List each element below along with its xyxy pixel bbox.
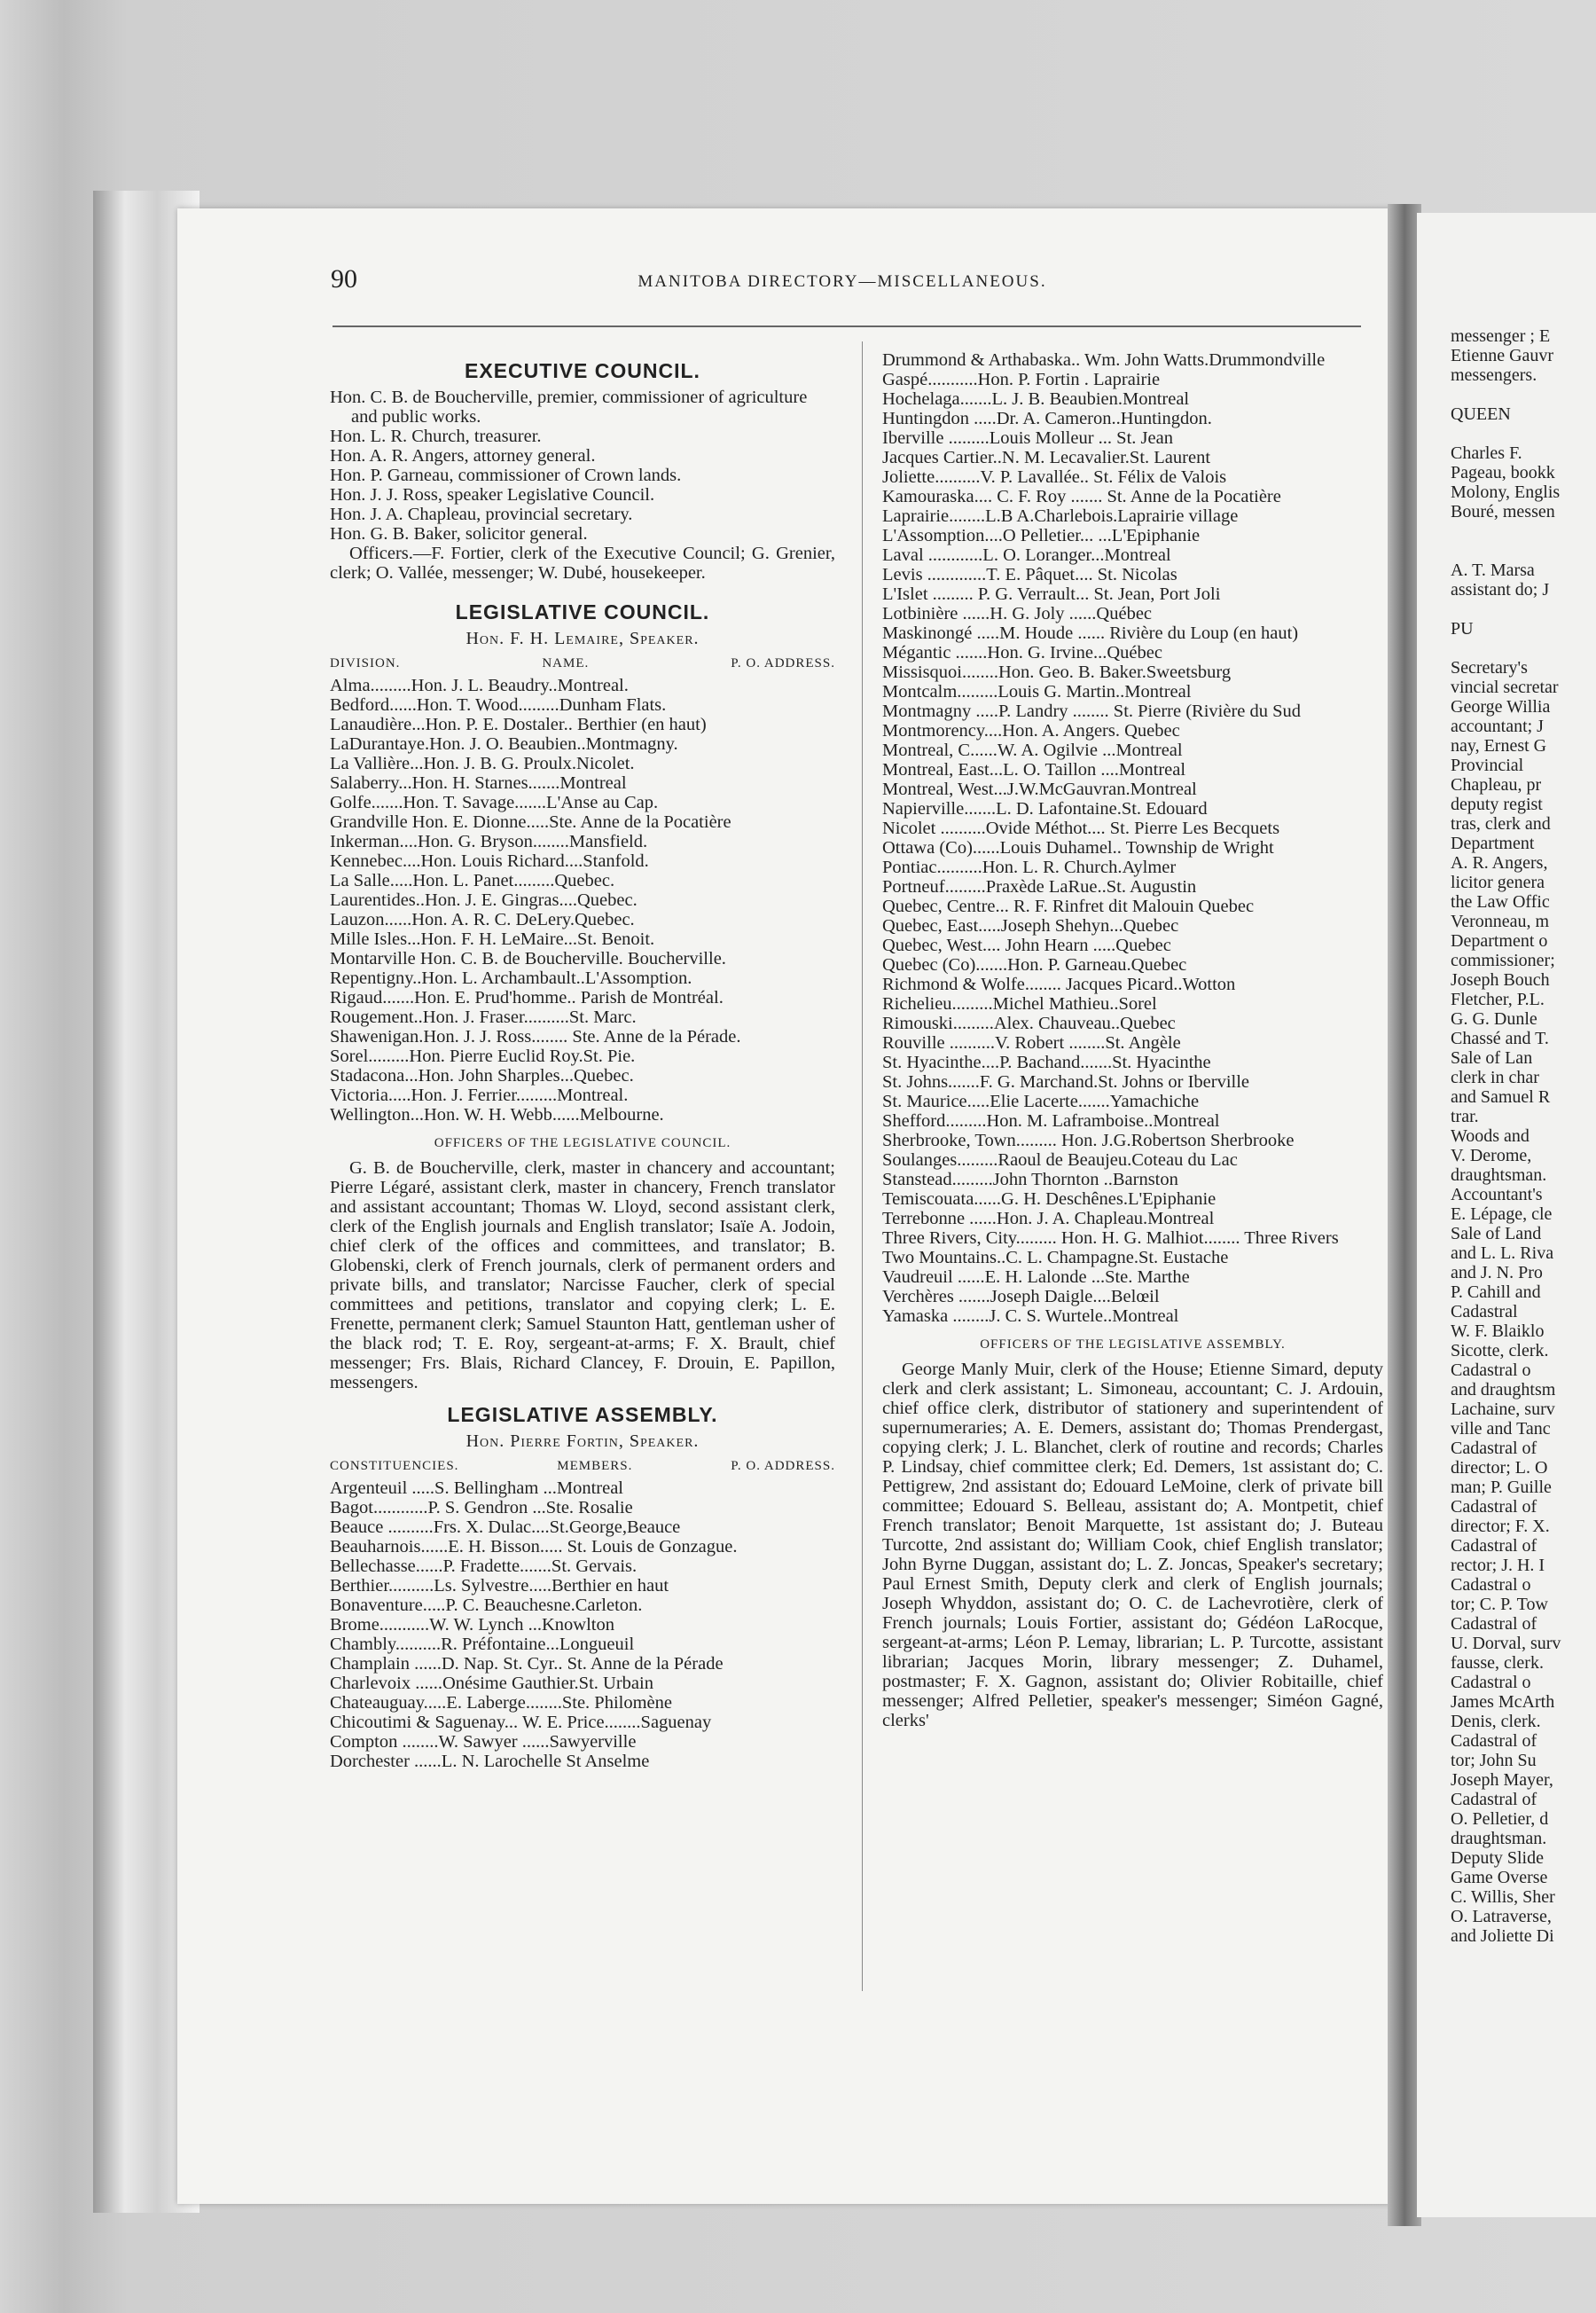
constituency-row: Beauharnois......E. H. Bisson..... St. Louis de Gonzague. <box>330 1537 738 1556</box>
constituency-row: Quebec, West.... John Hearn .....Quebec <box>882 936 1171 955</box>
next-page-line: Cadastral of <box>1451 1497 1537 1517</box>
next-page-line: fausse, clerk. <box>1451 1653 1544 1673</box>
page-number: 90 <box>331 264 357 294</box>
next-page-line: V. Derome, <box>1451 1146 1532 1165</box>
constituency-row: Bonaventure.....P. C. Beauchesne.Carleton. <box>330 1596 643 1615</box>
council-division-row: Lauzon......Hon. A. R. C. DeLery.Quebec. <box>330 910 635 929</box>
next-page-line: trar. <box>1451 1107 1479 1126</box>
next-page-line: W. F. Blaiklo <box>1451 1321 1545 1341</box>
next-page-line <box>1417 521 1596 541</box>
next-page-line: Cadastral <box>1451 1302 1518 1321</box>
council-division-row: LaDurantaye.Hon. J. O. Beaubien..Montmagny. <box>330 734 678 754</box>
council-division-row: La Salle.....Hon. L. Panet.........Quebec. <box>330 871 615 890</box>
next-page-line: Veronneau, m <box>1451 912 1550 931</box>
constituency-row: Quebec (Co).......Hon. P. Garneau.Quebec <box>882 955 1187 975</box>
constituency-row: Montmorency....Hon. A. Angers. Quebec <box>882 721 1180 741</box>
constituency-row: Laval ............L. O. Loranger...Montreal <box>882 545 1171 565</box>
next-page-line: and L. L. Riva <box>1451 1243 1554 1263</box>
constituency-row: Dorchester ......L. N. Larochelle St Anselme <box>330 1752 650 1771</box>
constituency-row: St. Hyacinthe....P. Bachand.......St. Hyacinthe <box>882 1053 1211 1072</box>
council-member: Hon. L. R. Church, treasurer. <box>330 427 542 446</box>
col-head-members: MEMBERS. <box>557 1459 633 1473</box>
constituency-row: Pontiac..........Hon. L. R. Church.Aylmer <box>882 858 1177 877</box>
constituency-row: Berthier..........Ls. Sylvestre.....Berthier en haut <box>330 1576 669 1596</box>
next-page-line: messengers. <box>1451 365 1537 385</box>
next-page-line: Game Overse <box>1451 1868 1548 1887</box>
constituency-row: Gaspé...........Hon. P. Fortin . Laprairie <box>882 370 1161 389</box>
column-divider <box>862 341 863 1991</box>
constituency-row: St. Maurice.....Elie Lacerte.......Yamachiche <box>882 1092 1200 1111</box>
next-page-line: Etienne Gauvr <box>1451 346 1554 365</box>
constituency-row: Verchères .......Joseph Daigle....Belœil <box>882 1287 1160 1306</box>
constituency-row: Beauce ..........Frs. X. Dulac....St.George,Beauce <box>330 1517 681 1537</box>
next-page-line: tor; C. P. Tow <box>1451 1595 1548 1614</box>
constituency-row: Lotbinière ......H. G. Joly ......Québec <box>882 604 1153 623</box>
next-page-line: draughtsman. <box>1451 1829 1547 1848</box>
council-member: Hon. P. Garneau, commissioner of Crown lands. <box>330 466 682 485</box>
council-division-row: Montarville Hon. C. B. de Boucherville. Boucherville. <box>330 949 726 968</box>
next-page-line <box>1417 541 1596 561</box>
legislative-assembly-list-left <box>330 1478 835 1771</box>
next-page-line: and J. N. Pro <box>1451 1263 1543 1282</box>
next-page-line: clerk in char <box>1451 1068 1539 1087</box>
council-member: Hon. G. B. Baker, solicitor general. <box>330 524 588 544</box>
constituency-row: Vaudreuil ......E. H. Lalonde ...Ste. Marthe <box>882 1267 1190 1287</box>
council-division-row: Kennebec....Hon. Louis Richard....Stanfold. <box>330 851 649 871</box>
constituency-row: Charlevoix ......Onésime Gauthier.St. Urbain <box>330 1674 653 1693</box>
legislative-assembly-title: LEGISLATIVE ASSEMBLY. <box>447 1403 718 1426</box>
legislative-assembly-list-continued <box>882 350 1383 1326</box>
next-page-line: and Samuel R <box>1451 1087 1551 1107</box>
constituency-row: Quebec, East.....Joseph Shehyn...Quebec <box>882 916 1179 936</box>
constituency-row: Rouville ..........V. Robert ........St. Angèle <box>882 1033 1181 1053</box>
next-page-line: Lachaine, surv <box>1451 1400 1555 1419</box>
next-page-line: director; L. O <box>1451 1458 1548 1478</box>
next-page-line: the Law Offic <box>1451 892 1550 912</box>
legislative-council-list <box>330 676 835 1125</box>
next-page-line: Fletcher, P.L. <box>1451 990 1545 1009</box>
next-page-line <box>1417 639 1596 658</box>
next-page-line: Cadastral of <box>1451 1614 1537 1634</box>
next-page-line: Deputy Slide <box>1451 1848 1544 1868</box>
col-head-name: NAME. <box>542 656 590 670</box>
council-division-row: Wellington...Hon. W. H. Webb......Melbourne. <box>330 1105 664 1125</box>
next-page-line: E. Lépage, cle <box>1451 1204 1553 1224</box>
next-page-line <box>1417 424 1596 443</box>
constituency-row: Bagot............P. S. Gendron ...Ste. Rosalie <box>330 1498 633 1517</box>
constituency-row: Brome...........W. W. Lynch ...Knowlton <box>330 1615 614 1635</box>
council-division-row: Grandville Hon. E. Dionne.....Ste. Anne de la Pocatière <box>330 812 732 832</box>
constituency-row: Compton ........W. Sawyer ......Sawyerville <box>330 1732 637 1752</box>
next-page-line: Pageau, bookk <box>1451 463 1555 482</box>
constituency-row: Montcalm.........Louis G. Martin..Montreal <box>882 682 1192 702</box>
council-division-row: Repentigny..Hon. L. Archambault..L'Assomption. <box>330 968 692 988</box>
next-page-line: Sale of Lan <box>1451 1048 1533 1068</box>
council-division-row: Stadacona...Hon. John Sharples...Quebec. <box>330 1066 634 1086</box>
next-page-line: accountant; J <box>1451 717 1544 736</box>
council-division-row: Golfe.......Hon. T. Savage.......L'Anse au Cap. <box>330 793 659 812</box>
legislative-council-officers-text: G. B. de Boucherville, clerk, master in chancery and accountant; Pierre Légaré, assistant clerk, master in chancery, French translator and assistant accountant; Thomas W. Lloyd, second assistant clerk, clerk of the English journals and English translator; Isaïe A. Jodoin, chief clerk of the offices and committees, and translator; B. Globenski, clerk of French journals, clerk of permanent orders and private bills, and translator; Narcisse Faucher, clerk of special committees and petitions, translator and copying clerk; L. E. Frenette, permanent clerk; Samuel Staunton Hatt, gentleman usher of the black rod; T. E. Roy, sergeant-at-arms; F. X. Brault, chief messenger; Frs. Blais, Richard Clancey, F. Drouin, E. Papillon, messengers. <box>330 1158 835 1392</box>
next-page-line: tras, clerk and <box>1451 814 1551 834</box>
next-page-line: and Joliette Di <box>1451 1926 1554 1946</box>
next-page-line: licitor genera <box>1451 873 1545 892</box>
next-page-line: deputy regist <box>1451 795 1543 814</box>
constituency-row: Chambly..........R. Préfontaine...Longueuil <box>330 1635 635 1654</box>
constituency-row: Portneuf.........Praxède LaRue..St. Augustin <box>882 877 1197 897</box>
council-division-row: Rougement..Hon. J. Fraser..........St. Marc. <box>330 1008 637 1027</box>
constituency-row: Hochelaga.......L. J. B. Beaubien.Montreal <box>882 389 1190 409</box>
constituency-row: Argenteuil .....S. Bellingham ...Montreal <box>330 1478 623 1498</box>
next-page-line: Cadastral of <box>1451 1536 1537 1556</box>
next-page-line: rector; J. H. I <box>1451 1556 1545 1575</box>
executive-council-members <box>330 388 835 544</box>
next-page-line: Cadastral of <box>1451 1731 1537 1751</box>
next-page-line: Cadastral of <box>1451 1439 1537 1458</box>
constituency-row: Kamouraska.... C. F. Roy ....... St. Anne de la Pocatière <box>882 487 1281 506</box>
council-member: Hon. A. R. Angers, attorney general. <box>330 446 596 466</box>
council-division-row: Rigaud.......Hon. E. Prud'homme.. Parish de Montréal. <box>330 988 724 1008</box>
next-page-line: Department o <box>1451 931 1548 951</box>
next-page-line: Sale of Land <box>1451 1224 1542 1243</box>
council-division-row: Victoria.....Hon. J. Ferrier.........Montreal. <box>330 1086 629 1105</box>
middle-column <box>882 350 1383 1730</box>
legislative-council-speaker: Hon. F. H. Lemaire, Speaker. <box>466 629 700 648</box>
constituency-row: Montreal, West...J.W.McGauvran.Montreal <box>882 780 1197 799</box>
constituency-row: Soulanges.........Raoul de Beaujeu.Coteau du Lac <box>882 1150 1238 1170</box>
col-head-constituencies: CONSTITUENCIES. <box>330 1459 459 1473</box>
next-page-line: Sicotte, clerk. <box>1451 1341 1549 1360</box>
left-column <box>330 350 835 1771</box>
header-rule <box>332 325 1361 327</box>
legislative-assembly-speaker: Hon. Pierre Fortin, Speaker. <box>466 1431 700 1451</box>
next-page-line: ville and Tanc <box>1451 1419 1551 1439</box>
next-page-line: assistant do; J <box>1451 580 1550 600</box>
council-division-row: Shawenigan.Hon. J. J. Ross........ Ste. Anne de la Pérade. <box>330 1027 741 1047</box>
next-page-line: Molony, Englis <box>1451 482 1561 502</box>
constituency-row: Richmond & Wolfe........ Jacques Picard..Wotton <box>882 975 1236 994</box>
next-page-line: Chapleau, pr <box>1451 775 1542 795</box>
constituency-row: Quebec, Centre... R. F. Rinfret dit Malouin Quebec <box>882 897 1255 916</box>
next-page-line: QUEEN <box>1451 404 1511 424</box>
next-page-line: Denis, clerk. <box>1451 1712 1541 1731</box>
constituency-row: Iberville .........Louis Molleur ... St. Jean <box>882 428 1173 448</box>
legislative-council-column-heads <box>330 654 835 673</box>
constituency-row: Joliette..........V. P. Lavallée.. St. Félix de Valois <box>882 467 1227 487</box>
council-member: Hon. J. A. Chapleau, provincial secretary. <box>330 505 633 524</box>
council-division-row: Bedford......Hon. T. Wood.........Dunham Flats. <box>330 695 667 715</box>
next-page-line <box>1417 600 1596 619</box>
council-division-row: Salaberry...Hon. H. Starnes.......Montreal <box>330 773 627 793</box>
legislative-council-title: LEGISLATIVE COUNCIL. <box>455 600 710 623</box>
next-page-line: Provincial <box>1451 756 1524 775</box>
next-page-line: Woods and <box>1451 1126 1530 1146</box>
next-page-line: U. Dorval, surv <box>1451 1634 1561 1653</box>
constituency-row: Missisquoi........Hon. Geo. B. Baker.Sweetsburg <box>882 663 1232 682</box>
constituency-row: Ottawa (Co)......Louis Duhamel.. Township de Wright <box>882 838 1274 858</box>
council-division-row: Laurentides..Hon. J. E. Gingras....Quebec. <box>330 890 638 910</box>
constituency-row: Chicoutimi & Saguenay... W. E. Price........Saguenay <box>330 1713 712 1732</box>
constituency-row: Montmagny .....P. Landry ........ St. Pierre (Rivière du Sud <box>882 702 1302 721</box>
constituency-row: Chateauguay.....E. Laberge........Ste. Philomène <box>330 1693 672 1713</box>
running-head: MANITOBA DIRECTORY—MISCELLANEOUS. <box>638 272 1047 291</box>
constituency-row: Mégantic .......Hon. G. Irvine...Québec <box>882 643 1162 663</box>
council-division-row: Inkerman....Hon. G. Bryson........Mansfield. <box>330 832 648 851</box>
next-page-line <box>1417 385 1596 404</box>
constituency-row: Levis .............T. E. Pâquet.... St. Nicolas <box>882 565 1177 584</box>
next-page-line: G. G. Dunle <box>1451 1009 1537 1029</box>
constituency-row: Three Rivers, City......... Hon. H. G. Malhiot........ Three Rivers <box>882 1228 1339 1248</box>
constituency-row: Laprairie........L.B A.Charlebois.Laprairie village <box>882 506 1239 526</box>
next-page-line: P. Cahill and <box>1451 1282 1541 1302</box>
next-page-fragment <box>1417 213 1596 2217</box>
next-page-line: George Willia <box>1451 697 1551 717</box>
legislative-council-officers-title: OFFICERS OF THE LEGISLATIVE COUNCIL. <box>434 1136 732 1150</box>
council-division-row: La Vallière...Hon. J. B. G. Proulx.Nicolet. <box>330 754 635 773</box>
col-head-division: DIVISION. <box>330 656 401 670</box>
council-division-row: Mille Isles...Hon. F. H. LeMaire...St. Benoit. <box>330 929 655 949</box>
constituency-row: Bellechasse......P. Fradette.......St. Gervais. <box>330 1556 638 1576</box>
constituency-row: Champlain ......D. Nap. St. Cyr.. St. Anne de la Pérade <box>330 1654 724 1674</box>
constituency-row: Temiscouata......G. H. Deschênes.L'Epiphanie <box>882 1189 1217 1209</box>
constituency-row: Richelieu.........Michel Mathieu..Sorel <box>882 994 1157 1014</box>
next-page-line: draughtsman. <box>1451 1165 1547 1185</box>
executive-council-officers: Officers.—F. Fortier, clerk of the Executive Council; G. Grenier, clerk; O. Vallée, messenger; W. Dubé, housekeeper. <box>330 544 835 583</box>
next-page-line: Charles F. <box>1451 443 1522 463</box>
next-page-line: vincial secretar <box>1451 678 1559 697</box>
next-page-line: Chassé and T. <box>1451 1029 1549 1048</box>
next-page-line: PU <box>1451 619 1474 639</box>
constituency-row: Stanstead.........John Thornton ..Barnston <box>882 1170 1178 1189</box>
next-page-line: commissioner; <box>1451 951 1555 970</box>
constituency-row: St. Johns.......F. G. Marchand.St. Johns or Iberville <box>882 1072 1250 1092</box>
next-page-line: Cadastral of <box>1451 1790 1537 1809</box>
col-head-address: P. O. ADDRESS. <box>731 656 835 670</box>
constituency-row: Maskinongé .....M. Houde ...... Rivière du Loup (en haut) <box>882 623 1299 643</box>
next-page-line: and draughtsm <box>1451 1380 1556 1400</box>
constituency-row: Two Mountains..C. L. Champagne.St. Eustache <box>882 1248 1229 1267</box>
council-member: Hon. C. B. de Boucherville, premier, commissioner of agriculture and public works. <box>330 388 808 427</box>
constituency-row: Nicolet ..........Ovide Méthot.... St. Pierre Les Becquets <box>882 819 1280 838</box>
next-page-line: A. T. Marsa <box>1451 561 1535 580</box>
constituency-row: Terrebonne ......Hon. J. A. Chapleau.Montreal <box>882 1209 1215 1228</box>
next-page-line: C. Willis, Sher <box>1451 1887 1555 1907</box>
next-page-line: man; P. Guille <box>1451 1478 1552 1497</box>
constituency-row: Yamaska ........J. C. S. Wurtele..Montreal <box>882 1306 1179 1326</box>
next-page-line: O. Latraverse, <box>1451 1907 1552 1926</box>
next-page-line: tor; John Su <box>1451 1751 1537 1770</box>
next-page-line: Department <box>1451 834 1535 853</box>
next-page-line: Cadastral o <box>1451 1673 1531 1692</box>
constituency-row: Sherbrooke, Town......... Hon. J.G.Robertson Sherbrooke <box>882 1131 1295 1150</box>
next-page-line: James McArth <box>1451 1692 1555 1712</box>
next-page-line: messenger ; E <box>1451 326 1551 346</box>
next-page-line: Cadastral o <box>1451 1360 1531 1380</box>
next-page-line: Bouré, messen <box>1451 502 1555 521</box>
constituency-row: Huntingdon .....Dr. A. Cameron..Huntingdon. <box>882 409 1212 428</box>
legislative-assembly-column-heads <box>330 1456 835 1476</box>
directory-page <box>177 208 1392 2204</box>
legislative-assembly-officers-text: George Manly Muir, clerk of the House; Etienne Simard, deputy clerk and clerk assistant; L. Simoneau, accountant; C. J. Ardouin, chief office clerk, distributor of stationery and superintendent of supernumeraries; A. E. Demers, assistant do; Thomas Prendergast, copying clerk; J. L. Blanchet, clerk of routine and records; Charles P. Lindsay, chief committee clerk; Ed. Demers, 1st assistant do; C. Pettigrew, 2nd assistant do; Edouard LeMoine, clerk of private bill committee; Edouard S. Belleau, assistant do; A. Montpetit, chief French translator; Benoit Marquette, 1st assistant do; J. Buteau Turcotte, 2nd assistant do; William Cook, chief English translator; John Byrne Duggan, assistant do; L. Z. Joncas, Speaker's secretary; Paul Ernest Smith, Deputy clerk and clerk of English journals; Joseph Whyddon, assistant do; O. C. de Lachevrotière, clerk of French journals; Louis Fortier, assistant do; Gédéon LaRocque, sergeant-at-arms; Léon P. Lemay, librarian; L. P. Turcotte, assistant librarian; Jacques Morin, library messenger; Z. Duhamel, postmaster; F. X. Gagnon, assistant do; Olivier Robitaille, chief messenger; Alfred Pelletier, speaker's messenger; Siméon Gagné, clerks' <box>882 1360 1383 1730</box>
next-page-line: nay, Ernest G <box>1451 736 1547 756</box>
constituency-row: Montreal, East...L. O. Taillon ....Montreal <box>882 760 1186 780</box>
next-page-line: director; F. X. <box>1451 1517 1550 1536</box>
council-division-row: Lanaudière...Hon. P. E. Dostaler.. Berthier (en haut) <box>330 715 707 734</box>
council-division-row: Alma.........Hon. J. L. Beaudry..Montreal. <box>330 676 629 695</box>
constituency-row: Drummond & Arthabaska.. Wm. John Watts.Drummondville <box>882 350 1326 370</box>
constituency-row: L'Assomption....O Pelletier... ...L'Epiphanie <box>882 526 1201 545</box>
constituency-row: Rimouski.........Alex. Chauveau..Quebec <box>882 1014 1176 1033</box>
next-page-line: Cadastral o <box>1451 1575 1531 1595</box>
col-head-po-address: P. O. ADDRESS. <box>731 1459 835 1473</box>
constituency-row: Napierville.......L. D. Lafontaine.St. Edouard <box>882 799 1208 819</box>
next-page-line: Joseph Bouch <box>1451 970 1550 990</box>
constituency-row: L'Islet ......... P. G. Verrault... St. Jean, Port Joli <box>882 584 1221 604</box>
council-member: Hon. J. J. Ross, speaker Legislative Council. <box>330 485 655 505</box>
next-page-line: Accountant's <box>1451 1185 1543 1204</box>
council-division-row: Sorel.........Hon. Pierre Euclid Roy.St. Pie. <box>330 1047 636 1066</box>
next-page-line: Joseph Mayer, <box>1451 1770 1553 1790</box>
next-page-line: A. R. Angers, <box>1451 853 1548 873</box>
next-page-lines <box>1417 213 1596 1946</box>
executive-council-title: EXECUTIVE COUNCIL. <box>465 359 700 382</box>
constituency-row: Jacques Cartier..N. M. Lecavalier.St. Laurent <box>882 448 1211 467</box>
next-page-line: Secretary's <box>1451 658 1528 678</box>
constituency-row: Shefford.........Hon. M. Laframboise..Montreal <box>882 1111 1220 1131</box>
legislative-assembly-officers-title: OFFICERS OF THE LEGISLATIVE ASSEMBLY. <box>980 1337 1286 1352</box>
constituency-row: Montreal, C......W. A. Ogilvie ...Montreal <box>882 741 1183 760</box>
next-page-line: O. Pelletier, d <box>1451 1809 1549 1829</box>
